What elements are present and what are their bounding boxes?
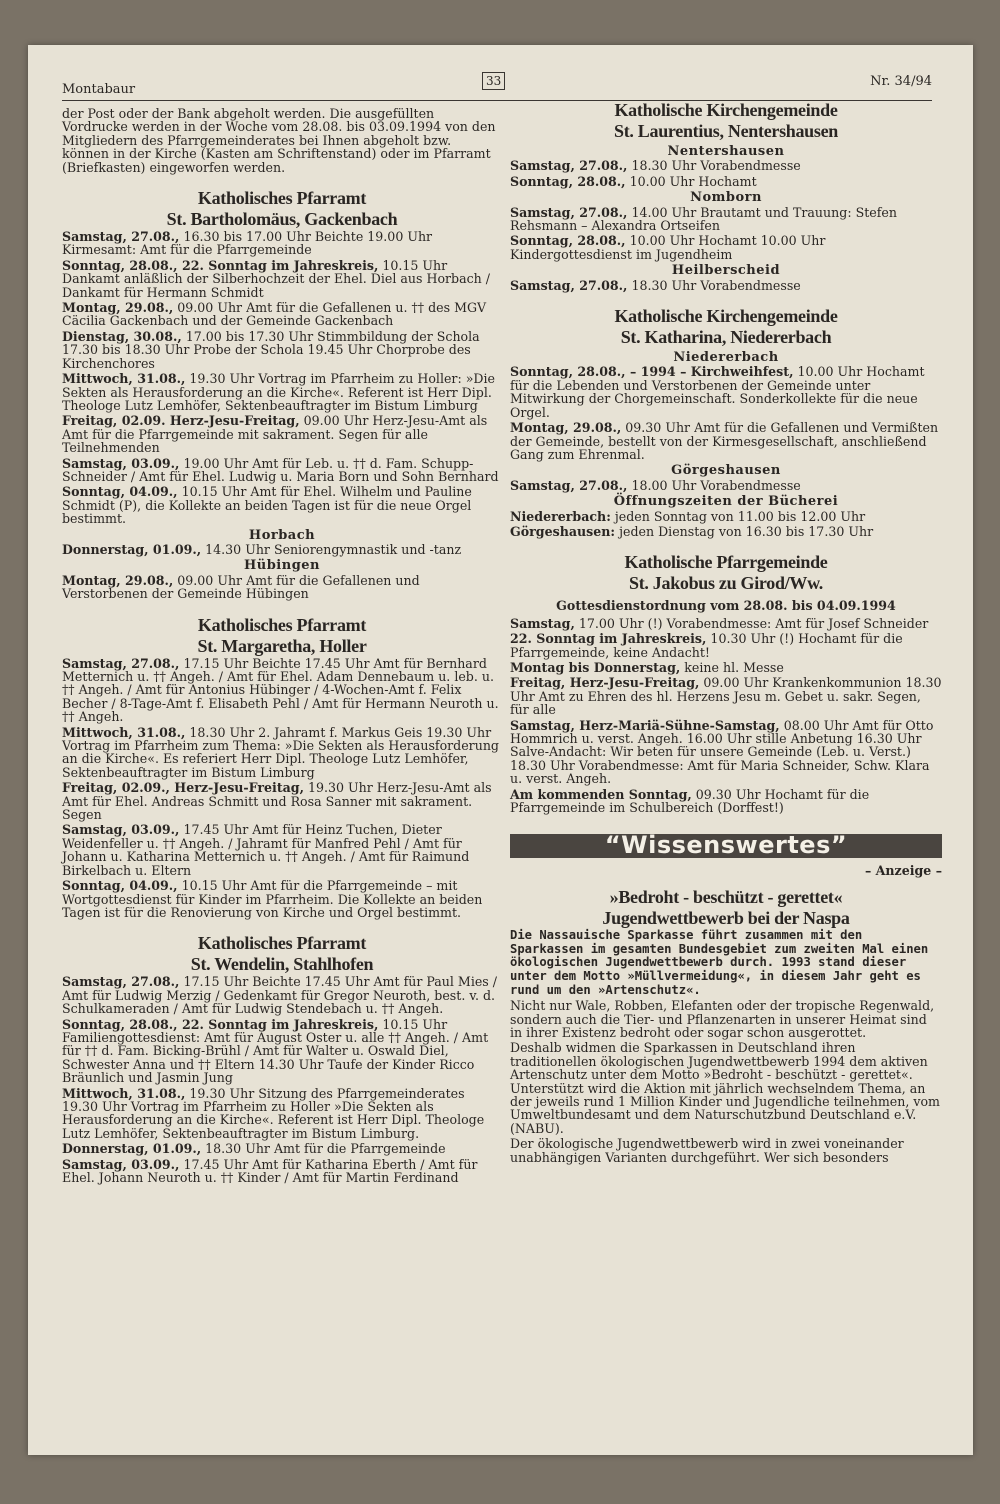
ad-paragraph: Der ökologische Jugendwettbewerb wird in zwei voneinander unabhängigen Varianten durchgeführt. Wer sich besonders (510, 1136, 904, 1165)
entry: Mittwoch, 31.08., 19.30 Uhr Vortrag im Pfarrheim zu Holler: »Die Sekten als Herausforderung an die Kirche«. Referent ist Herr Dipl. Theologe Lutz Lemhöfer, Sektenbeauftragter im Bistum Limburg (62, 371, 495, 413)
entry: Donnerstag, 01.09., 18.30 Uhr Amt für die Pfarrgemeinde (62, 1141, 446, 1157)
entry: Samstag, 03.09., 17.45 Uhr Amt für Katharina Eberth / Amt für Ehel. Johann Neuroth u. †† Kinder / Amt für Martin Ferdinand (62, 1156, 478, 1185)
ad-paragraph: Deshalb widmen die Sparkassen in Deutschland ihren traditionellen ökologischen Jugendwettbewerb 1994 dem aktiven Artenschutz unter dem Motto »Bedroht - beschützt - gerettet«. Unterstützt wird die Aktion mit jährlich wechselndem Thema, an der jeweils rund 1 Million Kinder und Jugendliche teilnehmen, vom Umweltbundesamt und dem Naturschutzbund Deutschland e.V. (NABU). (510, 1040, 940, 1136)
entry: Samstag, 27.08., 17.15 Uhr Beichte 17.45 Uhr Amt für Bernhard Metternich u. †† Angeh. / Amt für Ehel. Adam Dennebaum u. leb. u. †† Angeh. / Amt für Antonius Hübinger / 4-Wochen-Amt f. Felix Becher / 8-Tage-Amt f. Elisabeth Pehl / Amt für Hermann Neuroth u. †† Angeh. (62, 655, 499, 725)
page-header (62, 74, 932, 101)
entry: Görgeshausen: jeden Dienstag von 16.30 bis 17.30 Uhr (510, 523, 874, 539)
section-title: St. Laurentius, Nentershausen (614, 121, 838, 141)
section-title: Katholisches Pfarramt (197, 933, 367, 954)
entry: Samstag, 27.08., 14.00 Uhr Brautamt und Trauung: Stefen Rehsmann – Alexandra Ortseifen (510, 204, 897, 234)
advertisement-label: – Anzeige – (864, 862, 942, 878)
entry: Mittwoch, 31.08., 18.30 Uhr 2. Jahramt f. Markus Geis 19.30 Uhr Vortrag im Pfarrheim zum Thema: »Die Sekten als Herausforderung an die Kirche«. Es referiert Herr Dipl. Theologe Lutz Lemhöfer, Sektenbeauftragter im Bistum Limburg (62, 724, 499, 780)
section-title: Katholische Kirchengemeinde (614, 100, 838, 120)
wissenswertes-banner: “Wissenswertes” (510, 834, 942, 857)
entry: Samstag, 17.00 Uhr (!) Vorabendmesse: Amt für Josef Schneider (510, 615, 929, 631)
section-title: St. Bartholomäus, Gackenbach (166, 209, 398, 230)
entry: Samstag, 03.09., 19.00 Uhr Amt für Leb. u. †† d. Fam. Schupp-Schneider / Amt für Ehel. Ludwig u. Maria Born und Sohn Bernhard (62, 455, 499, 484)
entry: Donnerstag, 01.09., 14.30 Uhr Seniorengymnastik und -tanz (62, 541, 462, 557)
ad-paragraph: Nicht nur Wale, Robben, Elefanten oder der tropische Regenwald, sondern auch die Tier- und Pflanzenarten in unserer Heimat sind in ihrer Existenz bedroht oder sogar schon ausgerottet. (510, 998, 935, 1041)
ad-lead: Die Nassauische Sparkasse führt zusammen mit den Sparkassen im gesamten Bundesgebiet zum zweiten Mal einen ökologischen Jugendwettbewerb durch. 1993 stand dieser unter dem Motto »Müllvermeidung«, in diesem Jahr geht es rund um den »Artenschutz«. (510, 928, 929, 997)
entry: Sonntag, 28.08., 10.00 Uhr Hochamt (510, 173, 757, 189)
section-title: Katholische Pfarrgemeinde (624, 552, 828, 573)
entry: Sonntag, 28.08., – 1994 – Kirchweihfest, 10.00 Uhr Hochamt für die Lebenden und Verstorbenen der Gemeinde unter Mitwirkung der Chorgemeinschaft. Sonderkollekte für die neue Orgel. (510, 364, 925, 420)
entry: Montag bis Donnerstag, keine hl. Messe (510, 659, 784, 675)
entry: Samstag, Herz-Mariä-Sühne-Samstag, 08.00 Uhr Amt für Otto Hommrich u. verst. Angeh. 16.00 Uhr stille Anbetung 16.30 Uhr Salve-Andacht: Wir beten für unsere Gemeinde (Leb. u. Verst.) 18.30 Uhr Vorabendmesse: Amt für Maria Schneider, Schw. Klara u. verst. Angeh. (510, 717, 934, 787)
entry: Sonntag, 04.09., 10.15 Uhr Amt für die Pfarrgemeinde – mit Wortgottesdienst für Kinder im Pfarrheim. Die Kollekte an beiden Tagen ist für die Renovierung von Kirche und Orgel bestimmt. (62, 878, 483, 920)
section-title: Katholische Kirchengemeinde (614, 306, 838, 327)
entry: Montag, 29.08., 09.30 Uhr Amt für die Gefallenen und Vermißten der Gemeinde, bestellt von der Kirmesgesellschaft, anschließend Gang zum Ehrenmal. (510, 420, 939, 462)
page-number: 33 (482, 72, 505, 90)
right-column (510, 100, 942, 1166)
location-heading: Niedererbach (673, 350, 779, 366)
entry: Freitag, Herz-Jesu-Freitag, 09.00 Uhr Krankenkommunion 18.30 Uhr Amt zu Ehren des hl. Herzens Jesu m. Gebet u. sakr. Segen, für alle (510, 675, 942, 718)
entry: Sonntag, 28.08., 22. Sonntag im Jahreskreis, 10.15 Uhr Familiengottesdienst: Amt für August Oster u. alle †† Angeh. / Amt für †† d. Fam. Bicking-Brühl / Amt für Walter u. Oswald Diel, Schwester Anna und †† Eltern 14.30 Uhr Taufe der Kinder Ricco Bräunlich und Jasmin Jung (62, 1016, 489, 1086)
entry: Samstag, 27.08., 18.00 Uhr Vorabendmesse (510, 477, 801, 493)
location-heading: Hübingen (243, 558, 321, 574)
entry: Sonntag, 28.08., 10.00 Uhr Hochamt 10.00 Uhr Kindergottesdienst im Jugendheim (510, 233, 826, 262)
entry: 22. Sonntag im Jahreskreis, 10.30 Uhr (!) Hochamt für die Pfarrgemeinde, keine Andacht! (510, 631, 903, 660)
entry: Samstag, 03.09., 17.45 Uhr Amt für Heinz Tuchen, Dieter Weidenfeller u. †† Angeh. / Jahramt für Manfred Pehl / Amt für Johann u. Katharina Metternich u. †† Angeh. / Amt für Raimund Birkelbach u. Eltern (62, 822, 470, 878)
entry: Dienstag, 30.08., 17.00 bis 17.30 Uhr Stimmbildung der Schola 17.30 bis 18.30 Uhr Probe der Schola 19.45 Uhr Chorprobe des Kirchenchores (62, 328, 480, 371)
issue-number: Nr. 34/94 (870, 74, 932, 89)
entry: Am kommenden Sonntag, 09.30 Uhr Hochamt für die Pfarrgemeinde im Schulbereich (Dorffest!) (510, 786, 870, 816)
section-title: Katholisches Pfarramt (197, 614, 367, 635)
section-title: St. Wendelin, Stahlhofen (190, 954, 374, 975)
header-town: Montabaur (62, 82, 136, 97)
entry: Samstag, 27.08., 17.15 Uhr Beichte 17.45 Uhr Amt für Paul Mies / Amt für Ludwig Merzig / Gedenkamt für Gregor Neuroth, best. v. d. Schulkameraden / Amt für Ludwig Stendebach u. †† Angeh. (62, 974, 498, 1017)
entry: Sonntag, 04.09., 10.15 Uhr Amt für Ehel. Wilhelm und Pauline Schmidt (P), die Kollekte an beiden Tagen ist für die neue Orgel bestimmt. (62, 484, 472, 527)
location-heading: Nentershausen (667, 144, 785, 159)
section-title: St. Jakobus zu Girod/Ww. (628, 573, 824, 594)
entry: Freitag, 02.09., Herz-Jesu-Freitag, 19.30 Uhr Herz-Jesu-Amt als Amt für Ehel. Andreas Schmitt und Rosa Sanner mit sakrament. Segen (62, 780, 492, 823)
location-heading: Horbach (248, 527, 316, 543)
left-column (62, 107, 502, 1186)
intro-text: der Post oder der Bank abgeholt werden. Die ausgefüllten Vordrucke werden in der Woche vom 28.08. bis 03.09.1994 von den Mitgliedern des Pfarrgemeinderates bei Ihnen abgeholt bzw. können in der Kirche (Kasten am Schriftenstand) oder im Pfarramt (Briefkasten) eingeworfen werden. (62, 106, 496, 175)
entry: Samstag, 27.08., 18.30 Uhr Vorabendmesse (510, 158, 801, 174)
entry: Samstag, 27.08., 16.30 bis 17.00 Uhr Beichte 19.00 Uhr Kirmesamt: Amt für die Pfarrgemeinde (62, 229, 433, 258)
entry: Freitag, 02.09. Herz-Jesu-Freitag, 09.00 Uhr Herz-Jesu-Amt als Amt für die Pfarrgemeinde mit sakrament. Segen für alle Teilnehmenden (62, 413, 488, 456)
entry: Montag, 29.08., 09.00 Uhr Amt für die Gefallenen und Verstorbenen der Gemeinde Hübingen (62, 572, 420, 602)
schedule-subtitle: Gottesdienstordnung vom 28.08. bis 04.09.1994 (556, 598, 896, 614)
section-title: Katholisches Pfarramt (197, 188, 367, 209)
section-title: St. Katharina, Niedererbach (620, 327, 832, 348)
location-heading: Nomborn (690, 190, 762, 206)
section-title: St. Margaretha, Holler (197, 635, 367, 656)
ad-title: Jugendwettbewerb bei der Naspa (602, 908, 850, 929)
entry: Mittwoch, 31.08., 19.30 Uhr Sitzung des Pfarrgemeinderates 19.30 Uhr Vortrag im Pfarrheim zu Holler »Die Sekten als Herausforderung an die Kirche«. Referent ist Herr Dipl. Theologe Lutz Lemhöfer, Sektenbeauftragter im Bistum Limburg. (62, 1085, 485, 1141)
entry: Niedererbach: jeden Sonntag von 11.00 bis 12.00 Uhr (510, 508, 866, 524)
entry: Sonntag, 28.08., 22. Sonntag im Jahreskreis, 10.15 Uhr Dankamt anläßlich der Silberhochzeit der Ehel. Diel aus Horbach / Dankamt für Hermann Schmidt (62, 257, 491, 300)
entry: Montag, 29.08., 09.00 Uhr Amt für die Gefallenen u. †† des MGV Cäcilia Gackenbach und der Gemeinde Gackenbach (62, 300, 487, 329)
location-heading: Görgeshausen (671, 463, 781, 479)
location-heading: Heilberscheid (671, 263, 781, 279)
ad-title: »Bedroht - beschützt - gerettet« (609, 887, 843, 908)
library-hours-heading: Öffnungszeiten der Bücherei (613, 494, 839, 510)
entry: Samstag, 27.08., 18.30 Uhr Vorabendmesse (510, 277, 801, 293)
